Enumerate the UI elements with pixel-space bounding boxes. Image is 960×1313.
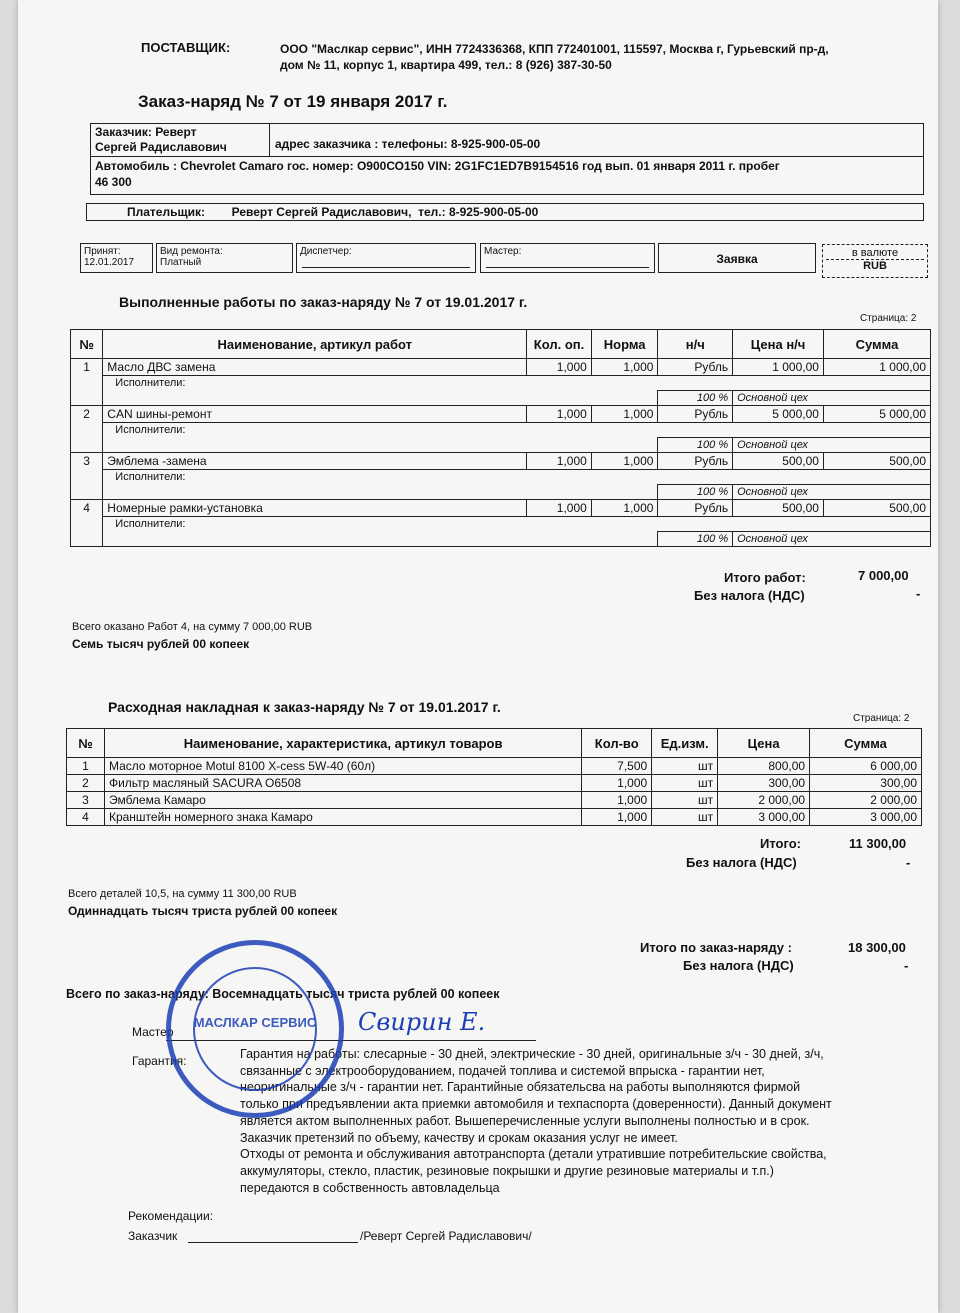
car-line-2: 46 300 — [95, 175, 132, 189]
customer-box — [90, 123, 924, 195]
table-row: 3 Эмблема Камаро 1,000 шт 2 000,00 2 000,00 — [67, 792, 922, 809]
dispatcher-box — [296, 243, 476, 273]
goods-summary: Всего деталей 10,5, на сумму 11 300,00 RUB — [68, 888, 297, 900]
goods-total-label: Итого: — [760, 836, 801, 851]
goods-col-no: № — [67, 729, 105, 758]
table-row: 3 Эмблема -замена 1,000 1,000 Рубль 500,00 500,00 — [71, 453, 931, 470]
customer-name-1: Заказчик: Реверт — [95, 125, 197, 139]
col-name: Наименование, артикул работ — [103, 330, 527, 359]
accepted-label: Принят: — [84, 246, 121, 257]
goods-col-name: Наименование, характеристика, артикул товаров — [104, 729, 581, 758]
works-vat-label: Без налога (НДС) — [694, 588, 805, 603]
currency-label: в валюте — [851, 247, 899, 259]
goods-title: Расходная накладная к заказ-наряду № 7 от 19.01.2017 г. — [108, 699, 501, 715]
table-row: 1 Масло ДВС замена 1,000 1,000 Рубль 1 000,00 1 000,00 — [71, 359, 931, 376]
repair-box — [156, 243, 293, 273]
company-stamp — [166, 940, 344, 1118]
goods-table — [66, 728, 922, 826]
goods-total-value: 11 300,00 — [849, 836, 907, 851]
col-price: Цена н/ч — [733, 330, 824, 359]
customer-name-2: Сергей Радиславович — [95, 140, 227, 154]
grand-total-label: Итого по заказ-наряду : — [640, 940, 792, 955]
signature: Свирин Е. — [358, 1008, 486, 1036]
works-title: Выполненные работы по заказ-наряду № 7 от 19.01.2017 г. — [119, 294, 528, 310]
master-label: Мастер: — [484, 246, 522, 257]
table-row: 4 Номерные рамки-установка 1,000 1,000 Рубль 500,00 500,00 — [71, 500, 931, 517]
payer: Плательщик: Реверт Сергей Радиславович, тел.: 8-925-900-05-00 — [127, 205, 539, 219]
grand-total-words: Всего по заказ-наряду: Восемнадцать тысяч триста рублей 00 копеек — [66, 987, 500, 1001]
goods-page: Страница: 2 — [853, 713, 910, 724]
goods-vat-label: Без налога (НДС) — [686, 855, 797, 870]
works-summary: Всего оказано Работ 4, на сумму 7 000,00 RUB — [72, 621, 313, 633]
col-norm: Норма — [591, 330, 658, 359]
goods-col-unit: Ед.изм. — [652, 729, 718, 758]
works-summary-words: Семь тысяч рублей 00 копеек — [72, 637, 250, 651]
goods-col-sum: Сумма — [810, 729, 922, 758]
repair-value: Платный — [160, 257, 202, 268]
document-page — [18, 0, 938, 1313]
grand-vat-value: - — [904, 958, 909, 973]
col-qty: Кол. оп. — [527, 330, 592, 359]
page-title: Заказ-наряд № 7 от 19 января 2017 г. — [138, 92, 448, 111]
works-vat-value: - — [916, 586, 921, 601]
accepted-box — [80, 243, 153, 273]
table-row: 2 Фильтр масляный SACURA O6508 1,000 шт 300,00 300,00 — [67, 775, 922, 792]
guarantee-text: Гарантия на работы: слесарные - 30 дней, электрические - 30 дней, оригинальные з/ч - 30 дней, з/ч, связанные с электрооборудованием, подачей топлива и системой впрыска - гарантии нет, неоригинальные з/ч - гарантии нет. Гарантийные обязательсва на работы выполняются фирмой только при предъявлении акта приемки автомобиля и техпаспорта (доверенности). Данный документ является актом выполненных работ. Вышеперечисленные услуги выполнены полностью и в срок. Заказчик претензий по объему, качеству и срокам оказания услуг не имеет. Отходы от ремонта и обслуживания автотранспорта (детали утратившие потребительские свойства, аккумуляторы, стекло, пластик, резиновые покрышки и другие резиновые материалы и т.п.) передаются в собственность автовладельца — [240, 1047, 832, 1195]
grand-total-value: 18 300,00 — [848, 940, 906, 955]
repair-label: Вид ремонта: — [160, 246, 223, 257]
customer-address: адрес заказчика : телефоны: 8-925-900-05-00 — [275, 137, 541, 151]
currency-box — [822, 244, 928, 278]
customer-sign-label: Заказчик — [128, 1229, 178, 1243]
payer-box — [86, 203, 924, 221]
col-no: № — [71, 330, 103, 359]
supplier-line-1: ООО "Маслкар сервис", ИНН 7724336368, КПП 772401001, 115597, Москва г, Гурьевский пр-д, — [280, 42, 829, 56]
grand-vat-label: Без налога (НДС) — [683, 958, 794, 973]
goods-summary-words: Одиннадцать тысяч триста рублей 00 копеек — [68, 904, 338, 918]
goods-col-qty: Кол-во — [582, 729, 652, 758]
master-sign-label: Мастер — [132, 1025, 174, 1039]
table-row: 2 CAN шины-ремонт 1,000 1,000 Рубль 5 000,00 5 000,00 — [71, 406, 931, 423]
supplier-label: ПОСТАВЩИК: — [141, 40, 231, 55]
dispatcher-label: Диспетчер: — [300, 246, 352, 257]
currency-value: RUB — [826, 259, 924, 272]
works-total-value: 7 000,00 — [858, 568, 909, 583]
stamp-text: МАСЛКАР СЕРВИС — [193, 1015, 317, 1030]
car-line-1: Автомобиль : Chevrolet Camaro гос. номер: О900СО150 VIN: 2G1FC1ED7B9154516 год вып. 01 января 2011 г. пробег — [95, 159, 780, 173]
col-nh: н/ч — [658, 330, 733, 359]
goods-vat-value: - — [906, 855, 911, 870]
works-table: № Наименование, артикул работ Кол. оп. Норма н/ч Цена н/ч Сумма 1 Масло ДВС замена 1,000 1,000 Рубль 1 000,00 1 000,00 Исполнители: 100 % Основной цех 2 CAN шины-ремонт 1,000 1,000 Рубль 5 000,00 5 000,00 Исполнители: 100 % Основной цех 3 Эмблема -замена 1,000 1,000 Рубль 500,00 500,00 Исполнители: 100 % Основной цех 4 Номерные рамки-установка 1,000 1,000 Рубль 500,00 500,00 Исполнители: 100 % Основной цех — [70, 329, 931, 547]
works-page: Страница: 2 — [860, 313, 917, 324]
customer-sign-line — [188, 1242, 358, 1243]
customer-sign-name: /Реверт Сергей Радиславович/ — [360, 1229, 532, 1243]
col-sum: Сумма — [823, 330, 930, 359]
recommendations-label: Рекомендации: — [128, 1209, 214, 1223]
goods-col-price: Цена — [718, 729, 810, 758]
works-total-label: Итого работ: — [724, 570, 806, 585]
request-box: Заявка — [658, 243, 816, 273]
master-box — [480, 243, 655, 273]
accepted-value: 12.01.2017 — [84, 257, 135, 268]
supplier-line-2: дом № 11, корпус 1, квартира 499, тел.: 8 (926) 387-30-50 — [280, 58, 612, 72]
table-row: 1 Масло моторное Motul 8100 X-cess 5W-40 (60л) 7,500 шт 800,00 6 000,00 — [67, 758, 922, 775]
table-row: 4 Кранштейн номерного знака Камаро 1,000 шт 3 000,00 3 000,00 — [67, 809, 922, 826]
guarantee-label: Гарантия: — [132, 1054, 187, 1068]
